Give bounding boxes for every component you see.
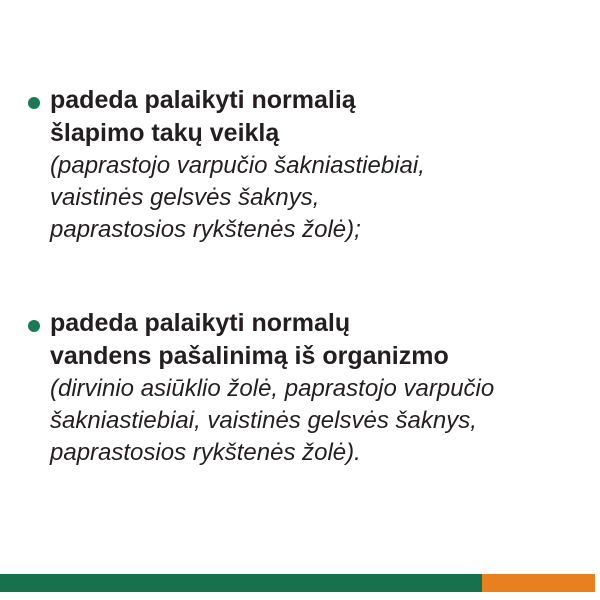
footer-bar-green: [0, 574, 482, 592]
heading-line: vandens pašalinimą iš organizmo: [50, 342, 449, 370]
item-heading: [28, 307, 588, 373]
ingredients-line: paprastosios rykštenės žolė);: [50, 216, 361, 243]
item-ingredients: [28, 373, 588, 469]
ingredients-line: (dirvinio asiūklio žolė, paprastojo varpučio: [50, 375, 495, 402]
footer-color-bar: [0, 574, 600, 592]
heading-line: padeda palaikyti normalų: [50, 309, 351, 337]
ingredients-line: šakniastiebiai, vaistinės gelsvės šaknys,: [50, 407, 477, 434]
bullet-dot-icon: [28, 320, 40, 332]
heading-line: šlapimo takų veiklą: [50, 119, 280, 147]
bullet-item-water-elimination: [28, 307, 588, 469]
bullet-dot-icon: [28, 97, 40, 109]
bullet-item-urinary-tract: [28, 84, 588, 246]
ingredients-line: vaistinės gelsvės šaknys,: [50, 184, 320, 211]
ingredients-line: (paprastojo varpučio šakniastiebiai,: [50, 152, 425, 179]
item-ingredients: [28, 150, 588, 246]
ingredients-line: paprastosios rykštenės žolė).: [50, 439, 361, 466]
heading-line: padeda palaikyti normalią: [50, 86, 356, 114]
item-heading: [28, 84, 588, 150]
footer-bar-orange: [482, 574, 595, 592]
